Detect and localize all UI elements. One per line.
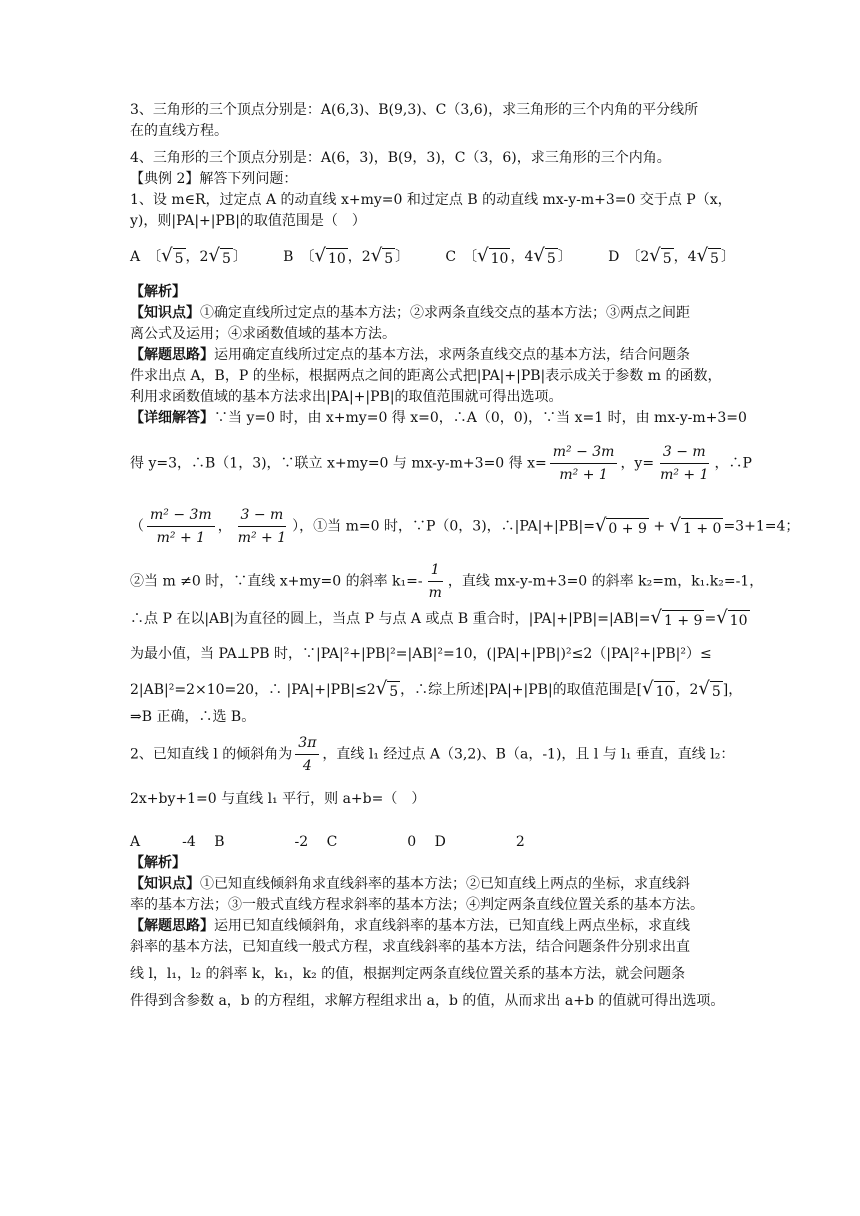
analysis-heading-2: 【解析】 <box>130 855 186 871</box>
knowledge-point-1-line-2: 离公式及运用；④求函数值域的基本方法。 <box>130 326 396 342</box>
detailed-solution-line-7: 2|AB|²=2×10=20，∴ |PA|+|PB|≤2 √ 5 ，∴综上所述|PA|+|PB|的取值范围是[ √ 10 ，2 √ 5 ]， <box>130 678 743 700</box>
sqrt-symbol: √ 5 <box>161 245 184 267</box>
example-2-heading: 【典例 2】解答下列问题： <box>130 171 298 187</box>
solution-idea-2-line-3: 线 l，l₁，l₂ 的斜率 k，k₁，k₂ 的值，根据判定两条直线位置关系的基本方法，就会问题条 <box>130 966 686 982</box>
option-c: C 0 <box>326 834 417 850</box>
solution-idea-2-line-4: 件得到含参数 a，b 的方程组，求解方程组求出 a，b 的值，从而求出 a+b 的值就可得出选项。 <box>130 993 725 1009</box>
detailed-solution-line-1: 【详细解答】∵当 y=0 时，由 x+my=0 得 x=0，∴A（0，0)，∵当 x=1 时，由 mx-y-m+3=0 <box>130 410 747 426</box>
knowledge-point-1-line-1: 【知识点】①确定直线所过定点的基本方法；②求两条直线交点的基本方法；③两点之间距 <box>130 305 690 321</box>
option-c: C 〔 √ 10 ，4 √ 5 〕 <box>445 245 572 267</box>
problem-1-line-2: y)，则|PA|+|PB|的取值范围是（ ） <box>130 213 366 229</box>
problem-2-line-2: 2x+by+1=0 与直线 l₁ 平行，则 a+b=（ ） <box>130 791 426 807</box>
solution-idea-1-line-1: 【解题思路】运用确定直线所过定点的基本方法，求两条直线交点的基本方法，结合问题条 <box>130 347 690 363</box>
detailed-solution-line-5: ∴点 P 在以|AB|为直径的圆上，当点 P 与点 A 或点 B 重合时，|PA|+|PB|=|AB|= √ 1 + 9 = √ 10 <box>130 607 748 629</box>
fraction-angle: $\frac{3\pi}{4}$ <box>295 734 319 775</box>
option-a: A -4 <box>130 834 196 850</box>
option-d: D 2 <box>434 834 525 850</box>
question-4: 4、三角形的三个顶点分别是：A(6，3)，B(9，3)，C（3，6)，求三角形的三个内角。 <box>130 150 671 166</box>
question-3-line-2: 在的直线方程。 <box>130 123 228 139</box>
fraction-x: $\frac{\text{m² − 3m}}{\text{m² + 1}}$ <box>550 443 618 484</box>
question-3-line-1: 3、三角形的三个顶点分别是：A(6,3)、B(9,3)、C（3,6)，求三角形的三个内角的平分线所 <box>130 102 699 118</box>
solution-idea-2-line-2: 斜率的基本方法，已知直线一般式方程，求直线斜率的基本方法，结合问题条件分别求出直 <box>130 939 690 955</box>
option-a: A 〔 √ 5 ，2 √ 5 〕 <box>130 245 247 267</box>
detailed-solution-line-4: ②当 m ≠0 时，∵直线 x+my=0 的斜率 k₁=- $\frac{1}{m}$ ，直线 mx-y-m+3=0 的斜率 k₂=m，k₁.k₂=-1， <box>130 562 764 601</box>
problem-1-options <box>130 246 735 268</box>
detailed-solution-line-6: 为最小值，当 PA⊥PB 时，∵|PA|²+|PB|²=|AB|²=10，(|PA|+|PB|)²≤2（|PA|²+|PB|²）≤ <box>130 646 712 662</box>
analysis-heading-1: 【解析】 <box>130 284 186 300</box>
detailed-solution-line-8: ⇒B 正确，∴选 B。 <box>130 709 256 725</box>
problem-1-line-1: 1、设 m∈R，过定点 A 的动直线 x+my=0 和过定点 B 的动直线 mx-y-m+3=0 交于点 P（x， <box>130 192 732 208</box>
document-page <box>130 100 800 1012</box>
option-b: B 〔 √ 10 ，2 √ 5 〕 <box>283 245 410 267</box>
solution-idea-1-line-2: 件求出点 A，B，P 的坐标，根据两点之间的距离公式把|PA|+|PB|表示成关于参数 m 的函数， <box>130 368 722 384</box>
detailed-solution-line-3: （ $\frac{\text{m² − 3m}}{\text{m² + 1}}$ ， $\frac{3 - m}{\text{m² + 1}}$ ），①当 m=0 时，∵P（0，3)，∴|PA|+|PB|= √ 0 + 9 + √ 1 + 0 =3+1=4； <box>130 507 800 546</box>
knowledge-point-2-line-1: 【知识点】①已知直线倾斜角求直线斜率的基本方法；②已知直线上两点的坐标，求直线斜 <box>130 876 690 892</box>
solution-idea-2-line-1: 【解题思路】运用已知直线倾斜角，求直线斜率的基本方法，已知直线上两点坐标，求直线 <box>130 918 690 934</box>
option-d: D 〔2 √ 5 ，4 √ 5 〕 <box>608 245 735 267</box>
option-b: B -2 <box>214 834 309 850</box>
problem-2-line-1: 2、已知直线 l 的倾斜角为 $\frac{3\pi}{4}$ ，直线 l₁ 经过点 A（3,2)、B（a，-1)，且 l 与 l₁ 垂直，直线 l₂： <box>130 735 735 774</box>
solution-idea-1-line-3: 利用求函数值域的基本方法求出|PA|+|PB|的取值范围就可得出选项。 <box>130 389 563 405</box>
knowledge-point-2-line-2: 率的基本方法；③一般式直线方程求斜率的基本方法；④判定两条直线位置关系的基本方法。 <box>130 897 704 913</box>
detailed-solution-line-2: 得 y=3，∴B（1，3)，∵联立 x+my=0 与 mx-y-m+3=0 得 x= $\frac{\text{m² − 3m}}{\text{m² + 1}}$ ，y= $\frac{3 - m}{\text{m² + 1}}$ ，∴P <box>130 444 752 483</box>
fraction-y: $\frac{3 - m}{\text{m² + 1}}$ <box>660 444 709 483</box>
problem-2-options <box>130 832 735 853</box>
